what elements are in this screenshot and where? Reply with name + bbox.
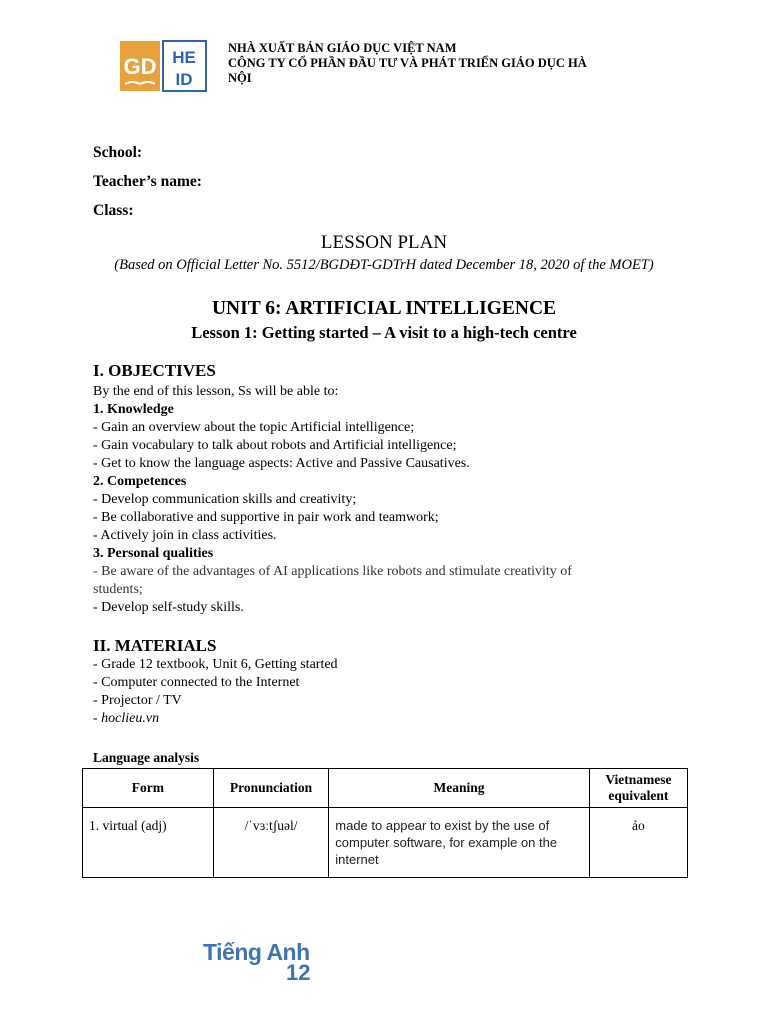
- publisher-line-3: NỘI: [228, 71, 252, 85]
- svg-text:GD: GD: [123, 54, 157, 79]
- language-analysis-table: [82, 768, 688, 878]
- objectives-heading: I. OBJECTIVES: [93, 361, 216, 380]
- cell-pronunciation: /ˈvɜːtʃuəl/: [213, 808, 328, 878]
- publisher-line-1: NHÀ XUẤT BẢN GIÁO DỤC VIỆT NAM: [228, 41, 457, 55]
- header-pronunciation: Pronunciation: [213, 769, 328, 808]
- unit-title: UNIT 6: ARTIFICIAL INTELLIGENCE: [211, 298, 557, 319]
- cell-vietnamese: ảo: [589, 808, 687, 878]
- knowledge-item: - Get to know the language aspects: Active and Passive Causatives.: [93, 456, 470, 471]
- material-item-prefix: -: [93, 711, 102, 726]
- qualities-heading: 3. Personal qualities: [93, 546, 214, 561]
- knowledge-item: - Gain vocabulary to talk about robots and Artificial intelligence;: [93, 438, 457, 453]
- table-header-row: [83, 769, 688, 808]
- class-field: Class:: [93, 202, 134, 219]
- svg-text:ID: ID: [175, 70, 193, 89]
- footer-grade: 12: [286, 960, 311, 985]
- cell-meaning: made to appear to exist by the use of computer software, for example on the internet: [329, 808, 590, 878]
- svg-text:HE: HE: [172, 48, 196, 67]
- publisher-line-2: CÔNG TY CỔ PHẦN ĐẦU TƯ VÀ PHÁT TRIỂN GIÁO DỤC HÀ: [228, 56, 587, 70]
- objectives-intro: By the end of this lesson, Ss will be able to:: [93, 384, 339, 399]
- publisher-block: [228, 41, 648, 86]
- hoclieu-link[interactable]: hoclieu.vn: [101, 711, 160, 726]
- material-item: - Computer connected to the Internet: [93, 675, 300, 690]
- material-item: - Projector / TV: [93, 693, 182, 708]
- table-row: [83, 808, 688, 878]
- competence-item: - Be collaborative and supportive in pair work and teamwork;: [93, 510, 439, 525]
- tieng-anh-12-logo: [200, 937, 320, 989]
- competence-item: - Actively join in class activities.: [93, 528, 277, 543]
- lesson-title: Lesson 1: Getting started – A visit to a high-tech centre: [191, 323, 577, 342]
- school-field: School:: [93, 144, 143, 161]
- materials-heading: II. MATERIALS: [93, 636, 217, 655]
- official-letter-note: (Based on Official Letter No. 5512/BGDĐT-GDTrH dated December 18, 2020 of the MOET): [114, 257, 654, 273]
- knowledge-item: - Gain an overview about the topic Artificial intelligence;: [93, 420, 415, 435]
- objectives-body: [93, 383, 693, 617]
- quality-item: - Develop self-study skills.: [93, 600, 244, 615]
- footer-brand: Tiếng Anh: [203, 939, 310, 965]
- cell-form: 1. virtual (adj): [83, 808, 214, 878]
- quality-item: - Be aware of the advantages of AI applications like robots and stimulate creativity of: [93, 564, 572, 579]
- material-item: - Grade 12 textbook, Unit 6, Getting started: [93, 657, 338, 672]
- language-analysis-label: Language analysis: [93, 750, 200, 765]
- lesson-plan-title: LESSON PLAN: [320, 232, 448, 253]
- header-form: Form: [83, 769, 214, 808]
- teacher-name-field: Teacher’s name:: [93, 173, 202, 190]
- gd-publisher-logo: [119, 40, 207, 92]
- header-meaning: Meaning: [329, 769, 590, 808]
- knowledge-heading: 1. Knowledge: [93, 402, 174, 417]
- competence-item: - Develop communication skills and creativity;: [93, 492, 357, 507]
- materials-body: [93, 656, 693, 728]
- quality-item: students;: [93, 582, 143, 597]
- material-item-link: [93, 710, 693, 728]
- header-vietnamese-equivalent: Vietnamese equivalent: [589, 769, 687, 808]
- competences-heading: 2. Competences: [93, 474, 187, 489]
